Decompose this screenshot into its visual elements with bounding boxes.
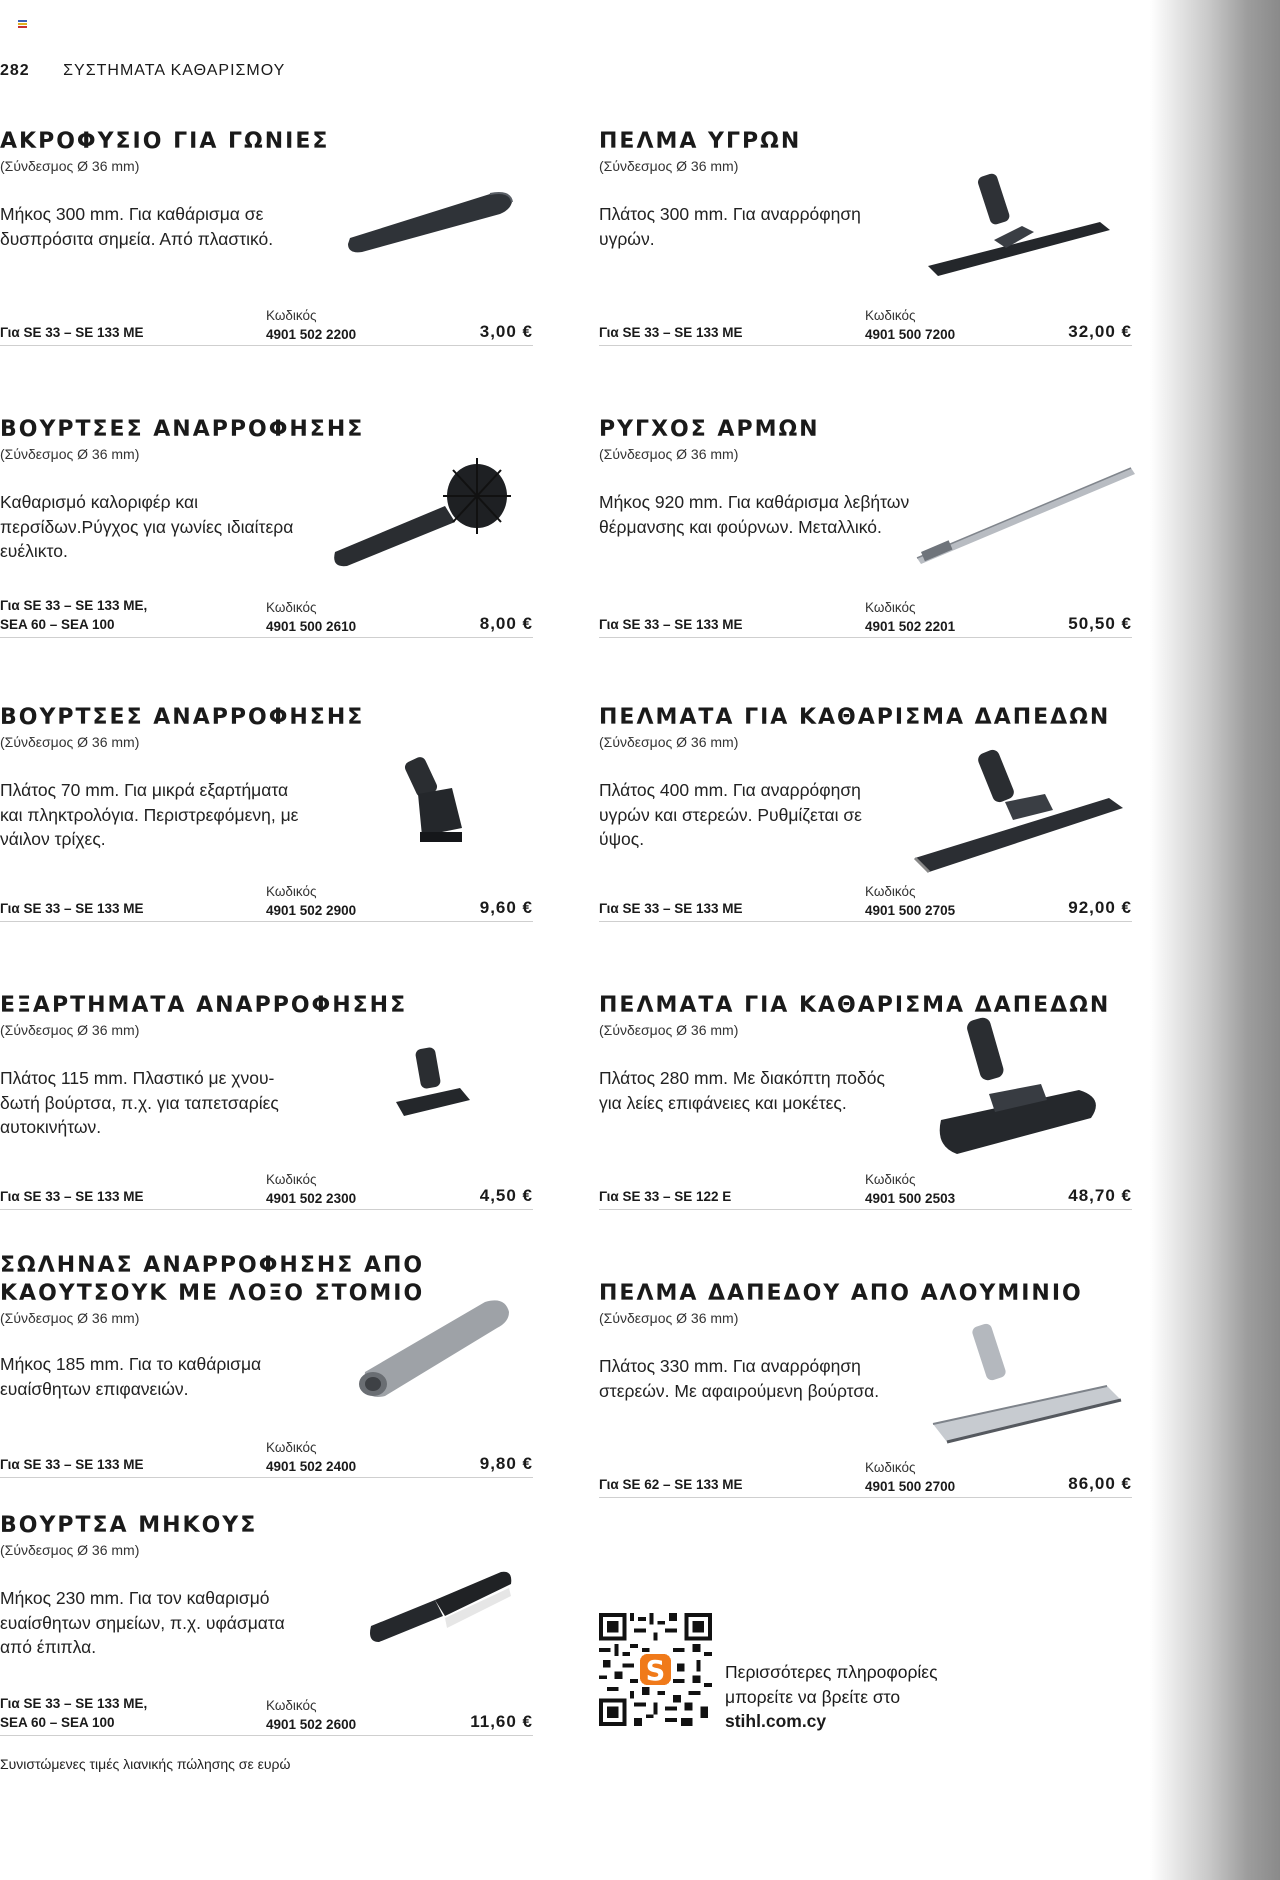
product-description: Μήκος 300 mm. Για καθάρισμα σε δυσπρόσιτα σημεία. Από πλαστικό.: [0, 204, 274, 249]
website-link[interactable]: stihl.com.cy: [725, 1711, 827, 1731]
product-description: Πλάτος 330 mm. Για αναρρόφηση στερεών. Με αφαιρούμενη βούρτσα.: [599, 1356, 880, 1401]
product-footer: [599, 1456, 1132, 1498]
product-connection: (Σύνδεσμος Ø 36 mm): [599, 1022, 739, 1038]
metal-crevice-icon: [909, 460, 1139, 570]
product-description: Πλάτος 280 mm. Με διακόπτη ποδός για λείες επιφάνειες και μοκέτες.: [599, 1068, 885, 1113]
greek-flag-icon: [18, 20, 27, 28]
qr-code-icon[interactable]: [599, 1613, 712, 1726]
product-connection: (Σύνδεσμος Ø 36 mm): [0, 158, 140, 174]
product-fit: Για SE 33 – SE 133 ME: [0, 1457, 144, 1472]
product-crevice-nozzle: [0, 128, 533, 342]
product-footer: [0, 880, 533, 922]
code-label: Κωδικός: [865, 1172, 916, 1187]
code-label: Κωδικός: [266, 1172, 317, 1187]
product-price: 4,50 €: [479, 1186, 533, 1205]
price-note: Συνιστώμενες τιμές λιανικής πώλησης σε ευρώ: [0, 1756, 291, 1772]
rubber-nozzle-icon: [345, 1292, 515, 1402]
upholstery-nozzle-icon: [390, 1044, 480, 1134]
product-connection: (Σύνδεσμος Ø 36 mm): [599, 446, 739, 462]
product-connection: (Σύνδεσμος Ø 36 mm): [0, 446, 140, 462]
product-fit: Για SE 62 – SE 133 ME: [599, 1477, 743, 1492]
crevice-nozzle-icon: [340, 180, 520, 260]
product-price: 11,60 €: [470, 1712, 533, 1731]
product-footer: [599, 880, 1132, 922]
product-price: 9,80 €: [479, 1454, 533, 1473]
long-brush-icon: [365, 1560, 515, 1660]
floor-nozzle-switch-icon: [929, 1014, 1109, 1164]
product-footer: [599, 304, 1132, 346]
more-info-line-1: Περισσότερες πληροφορίες: [725, 1662, 938, 1682]
small-brush-icon: [400, 754, 480, 854]
product-small-brush: [0, 704, 533, 918]
code-label: Κωδικός: [266, 600, 317, 615]
wet-nozzle-icon: [924, 170, 1124, 280]
product-code: 4901 502 2201: [865, 619, 956, 634]
section-title: ΣΥΣΤΗΜΑΤΑ ΚΑΘΑΡΙΣΜΟΥ: [63, 62, 286, 79]
product-price: 32,00 €: [1068, 322, 1132, 341]
product-fit: Για SE 33 – SE 133 ME: [599, 325, 743, 340]
fit-line-2: SEA 60 – SEA 100: [0, 1715, 115, 1730]
product-price: 48,70 €: [1068, 1186, 1132, 1205]
product-floor-nozzle-wide: [599, 704, 1132, 918]
product-connection: (Σύνδεσμος Ø 36 mm): [0, 1310, 140, 1326]
product-code: 4901 502 2200: [266, 327, 357, 342]
product-connection: (Σύνδεσμος Ø 36 mm): [599, 734, 739, 750]
product-title: ΠΕΛΜΑ ΔΑΠΕΔΟΥ ΑΠΟ ΑΛΟΥΜΙΝΙΟ: [599, 1281, 1083, 1306]
product-connection: (Σύνδεσμος Ø 36 mm): [599, 1310, 739, 1326]
product-upholstery-nozzle: [0, 992, 533, 1206]
fit-line-1: Για SE 33 – SE 133 ME,: [0, 598, 148, 613]
floor-nozzle-wide-icon: [909, 746, 1129, 876]
svg-text:S: S: [645, 1656, 666, 1688]
product-footer: [599, 1168, 1132, 1210]
product-footer: [0, 1686, 533, 1736]
page-header: [0, 62, 285, 80]
product-connection: (Σύνδεσμος Ø 36 mm): [0, 1022, 140, 1038]
more-info-line-2: μπορείτε να βρείτε στο: [725, 1686, 901, 1707]
product-title: ΒΟΥΡΤΣΑ ΜΗΚΟΥΣ: [0, 1513, 258, 1538]
product-fit: Για SE 33 – SE 133 ME: [599, 901, 743, 916]
product-title: ΡΥΓΧΟΣ ΑΡΜΩΝ: [599, 417, 820, 442]
product-fit: Για SE 33 – SE 133 ME: [0, 1189, 144, 1204]
product-metal-crevice: [599, 416, 1132, 634]
product-rubber-nozzle: [0, 1252, 533, 1474]
product-description: Μήκος 185 mm. Για το καθάρισμα ευαίσθητων επιφανειών.: [0, 1354, 262, 1399]
product-title: ΠΕΛΜΑΤΑ ΓΙΑ ΚΑΘΑΡΙΣΜΑ ΔΑΠΕΔΩΝ: [599, 705, 1111, 730]
product-title: ΠΕΛΜΑ ΥΓΡΩΝ: [599, 129, 802, 154]
product-description: Πλάτος 70 mm. Για μικρά εξαρτήματα και πληκτρολόγια. Περιστρεφόμενη, με νάιλον τρίχες.: [0, 780, 299, 849]
code-label: Κωδικός: [266, 1440, 317, 1455]
product-title: ΒΟΥΡΤΣΕΣ ΑΝΑΡΡΟΦΗΣΗΣ: [0, 417, 365, 442]
product-fit: Για SE 33 – SE 133 ME: [0, 325, 144, 340]
product-description: Μήκος 230 mm. Για τον καθαρισμό ευαίσθητων σημείων, π.χ. υφάσματα από έπιπλα.: [0, 1588, 285, 1657]
product-fit: Για SE 33 – SE 133 ME: [0, 901, 144, 916]
product-description: Πλάτος 400 mm. Για αναρρόφηση υγρών και στερεών. Ρυθμίζεται σε ύψος.: [599, 780, 862, 849]
product-description: Καθαρισμό καλοριφέρ και περσίδων.Ρύγχος για γωνίες ιδιαίτερα ευέλικτο.: [0, 492, 294, 561]
product-price: 86,00 €: [1068, 1474, 1132, 1493]
aluminium-nozzle-icon: [929, 1322, 1129, 1452]
product-title: ΒΟΥΡΤΣΕΣ ΑΝΑΡΡΟΦΗΣΗΣ: [0, 705, 365, 730]
product-title: ΕΞΑΡΤΗΜΑΤΑ ΑΝΑΡΡΟΦΗΣΗΣ: [0, 993, 408, 1018]
product-title: ΑΚΡΟΦΥΣΙΟ ΓΙΑ ΓΩΝΙΕΣ: [0, 129, 330, 154]
product-footer: [0, 588, 533, 638]
product-title: ΣΩΛΗΝΑΣ ΑΝΑΡΡΟΦΗΣΗΣ ΑΠΟ ΚΑΟΥΤΣΟΥΚ ΜΕ ΛΟΞΟ ΣΤΟΜΙΟ: [0, 1253, 425, 1306]
product-fit: Για SE 33 – SE 122 E: [599, 1189, 732, 1204]
product-code: 4901 500 2610: [266, 619, 357, 634]
product-footer: [0, 1168, 533, 1210]
product-description: Μήκος 920 mm. Για καθάρισμα λεβήτων θέρμανσης και φούρνων. Μεταλλικό.: [599, 492, 910, 537]
product-wet-nozzle: [599, 128, 1132, 342]
product-code: 4901 500 2705: [865, 903, 956, 918]
more-info: [725, 1660, 938, 1734]
product-fit: [0, 1694, 147, 1732]
radiator-brush-icon: [325, 452, 525, 572]
code-label: Κωδικός: [865, 884, 916, 899]
product-floor-nozzle-switch: [599, 992, 1132, 1206]
product-description: Πλάτος 115 mm. Πλαστικό με χνουδωτή βούρτσα, π.χ. για ταπετσαρίες αυτοκινήτων.: [0, 1068, 279, 1137]
product-connection: (Σύνδεσμος Ø 36 mm): [0, 1542, 140, 1558]
product-price: 92,00 €: [1068, 898, 1132, 917]
product-radiator-brush: [0, 416, 533, 634]
product-connection: (Σύνδεσμος Ø 36 mm): [599, 158, 739, 174]
product-footer: [599, 596, 1132, 638]
product-fit: [0, 596, 147, 634]
product-code: 4901 502 2400: [266, 1459, 357, 1474]
fit-line-2: SEA 60 – SEA 100: [0, 617, 115, 632]
fit-line-1: Για SE 33 – SE 133 ME,: [0, 1696, 148, 1711]
page-number: 282: [0, 62, 30, 79]
product-code: 4901 502 2900: [266, 903, 357, 918]
product-price: 3,00 €: [479, 322, 533, 341]
product-code: 4901 500 2503: [865, 1191, 956, 1206]
product-price: 50,50 €: [1068, 614, 1132, 633]
product-code: 4901 502 2600: [266, 1717, 357, 1732]
code-label: Κωδικός: [266, 884, 317, 899]
product-code: 4901 502 2300: [266, 1191, 357, 1206]
product-title: ΠΕΛΜΑΤΑ ΓΙΑ ΚΑΘΑΡΙΣΜΑ ΔΑΠΕΔΩΝ: [599, 993, 1111, 1018]
code-label: Κωδικός: [266, 308, 317, 323]
product-description: Πλάτος 300 mm. Για αναρρόφηση υγρών.: [599, 204, 861, 249]
product-connection: (Σύνδεσμος Ø 36 mm): [0, 734, 140, 750]
product-price: 8,00 €: [479, 614, 533, 633]
product-code: 4901 500 2700: [865, 1479, 956, 1494]
product-long-brush: [0, 1512, 533, 1732]
product-aluminium-nozzle: [599, 1280, 1132, 1494]
product-fit: Για SE 33 – SE 133 ME: [599, 617, 743, 632]
product-code: 4901 500 7200: [865, 327, 956, 342]
code-label: Κωδικός: [865, 600, 916, 615]
page-edge-shadow: [1150, 0, 1280, 1880]
product-price: 9,60 €: [479, 898, 533, 917]
product-footer: [0, 304, 533, 346]
code-label: Κωδικός: [865, 1460, 916, 1475]
product-footer: [0, 1436, 533, 1478]
code-label: Κωδικός: [266, 1698, 317, 1713]
code-label: Κωδικός: [865, 308, 916, 323]
